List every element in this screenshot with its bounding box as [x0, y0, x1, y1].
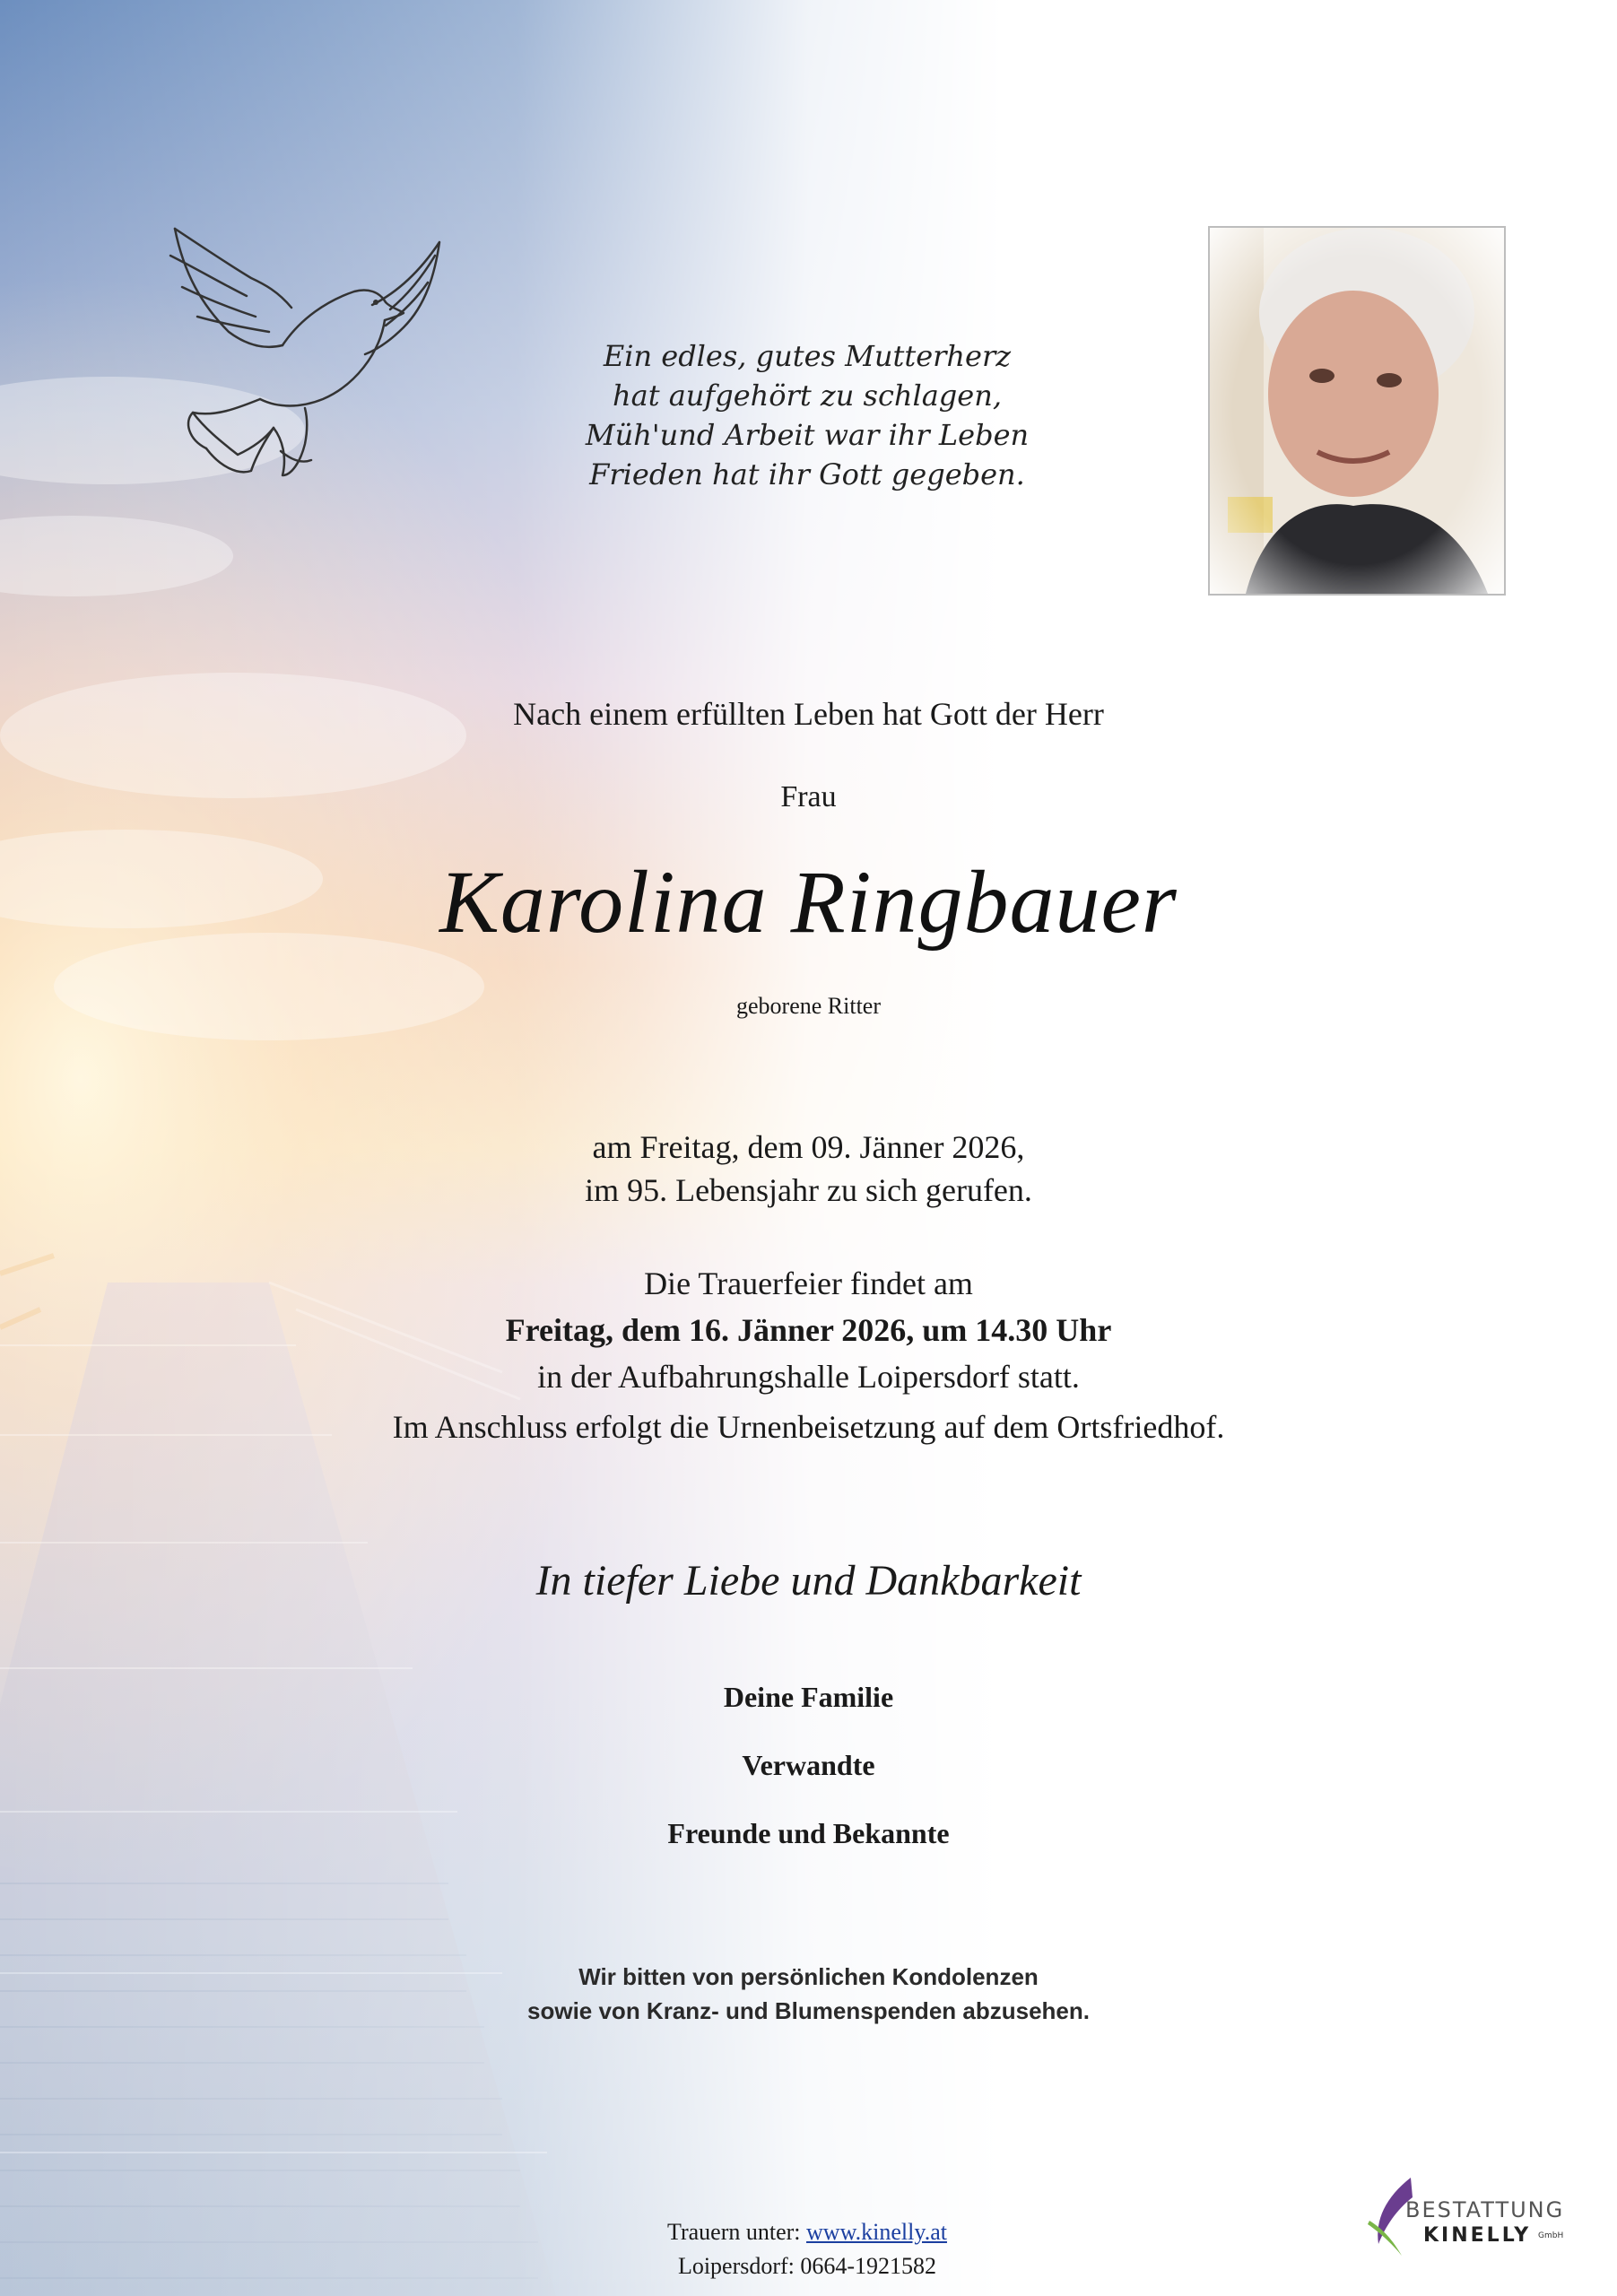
- death-line: am Freitag, dem 09. Jänner 2026,: [592, 1129, 1025, 1165]
- poem-line: Ein edles, gutes Mutterherz: [603, 339, 1012, 373]
- footer-web: [574, 2215, 1040, 2249]
- funeral-home-logo: [1359, 2170, 1565, 2269]
- request-line: sowie von Kranz- und Blumenspenden abzusehen.: [527, 1997, 1090, 2024]
- death-notice: [0, 1126, 1617, 1212]
- logo-suffix: GmbH: [1538, 2231, 1564, 2240]
- footer-label: Trauern unter:: [667, 2219, 801, 2245]
- poem-line: hat aufgehört zu schlagen,: [613, 378, 1002, 413]
- intro-text: Nach einem erfüllten Leben hat Gott der Herr: [513, 696, 1104, 732]
- memorial-poem: [502, 336, 1112, 494]
- poem-line: Frieden hat ihr Gott gegeben.: [589, 457, 1025, 491]
- ceremony-location: in der Aufbahrungshalle Loipersdorf statt.: [537, 1359, 1080, 1395]
- ceremony-line: Die Trauerfeier findet am: [644, 1265, 973, 1301]
- burial-info: Im Anschluss erfolgt die Urnenbeisetzung auf dem Ortsfriedhof.: [392, 1409, 1225, 1445]
- request-line: Wir bitten von persönlichen Kondolenzen: [578, 1963, 1039, 1990]
- mourner-item: Freunde und Bekannte: [667, 1817, 950, 1849]
- ceremony-info: [0, 1260, 1617, 1400]
- website-link[interactable]: www.kinelly.at: [806, 2219, 947, 2245]
- dove-icon: [166, 220, 462, 489]
- deceased-name: Karolina Ringbauer: [439, 852, 1178, 952]
- mourner-item: Deine Familie: [723, 1681, 894, 1713]
- death-line: im 95. Lebensjahr zu sich gerufen.: [585, 1172, 1032, 1208]
- salutation: Frau: [780, 780, 837, 813]
- portrait-photo: [1208, 226, 1506, 596]
- birth-name: geborene Ritter: [736, 993, 881, 1019]
- logo-text-bottom: KINELLY: [1423, 2224, 1532, 2247]
- mourners-list: [0, 1677, 1617, 1882]
- footer: [574, 2215, 1040, 2283]
- closing-phrase: In tiefer Liebe und Dankbarkeit: [535, 1557, 1082, 1605]
- poem-line: Müh'und Arbeit war ihr Leben: [585, 418, 1030, 452]
- logo-text-top: BESTATTUNG: [1405, 2197, 1565, 2222]
- condolence-request: [0, 1960, 1617, 2028]
- footer-phone: Loipersdorf: 0664-1921582: [677, 2253, 937, 2279]
- mourner-item: Verwandte: [742, 1749, 875, 1781]
- ceremony-date: Freitag, dem 16. Jänner 2026, um 14.30 Uhr: [505, 1312, 1112, 1348]
